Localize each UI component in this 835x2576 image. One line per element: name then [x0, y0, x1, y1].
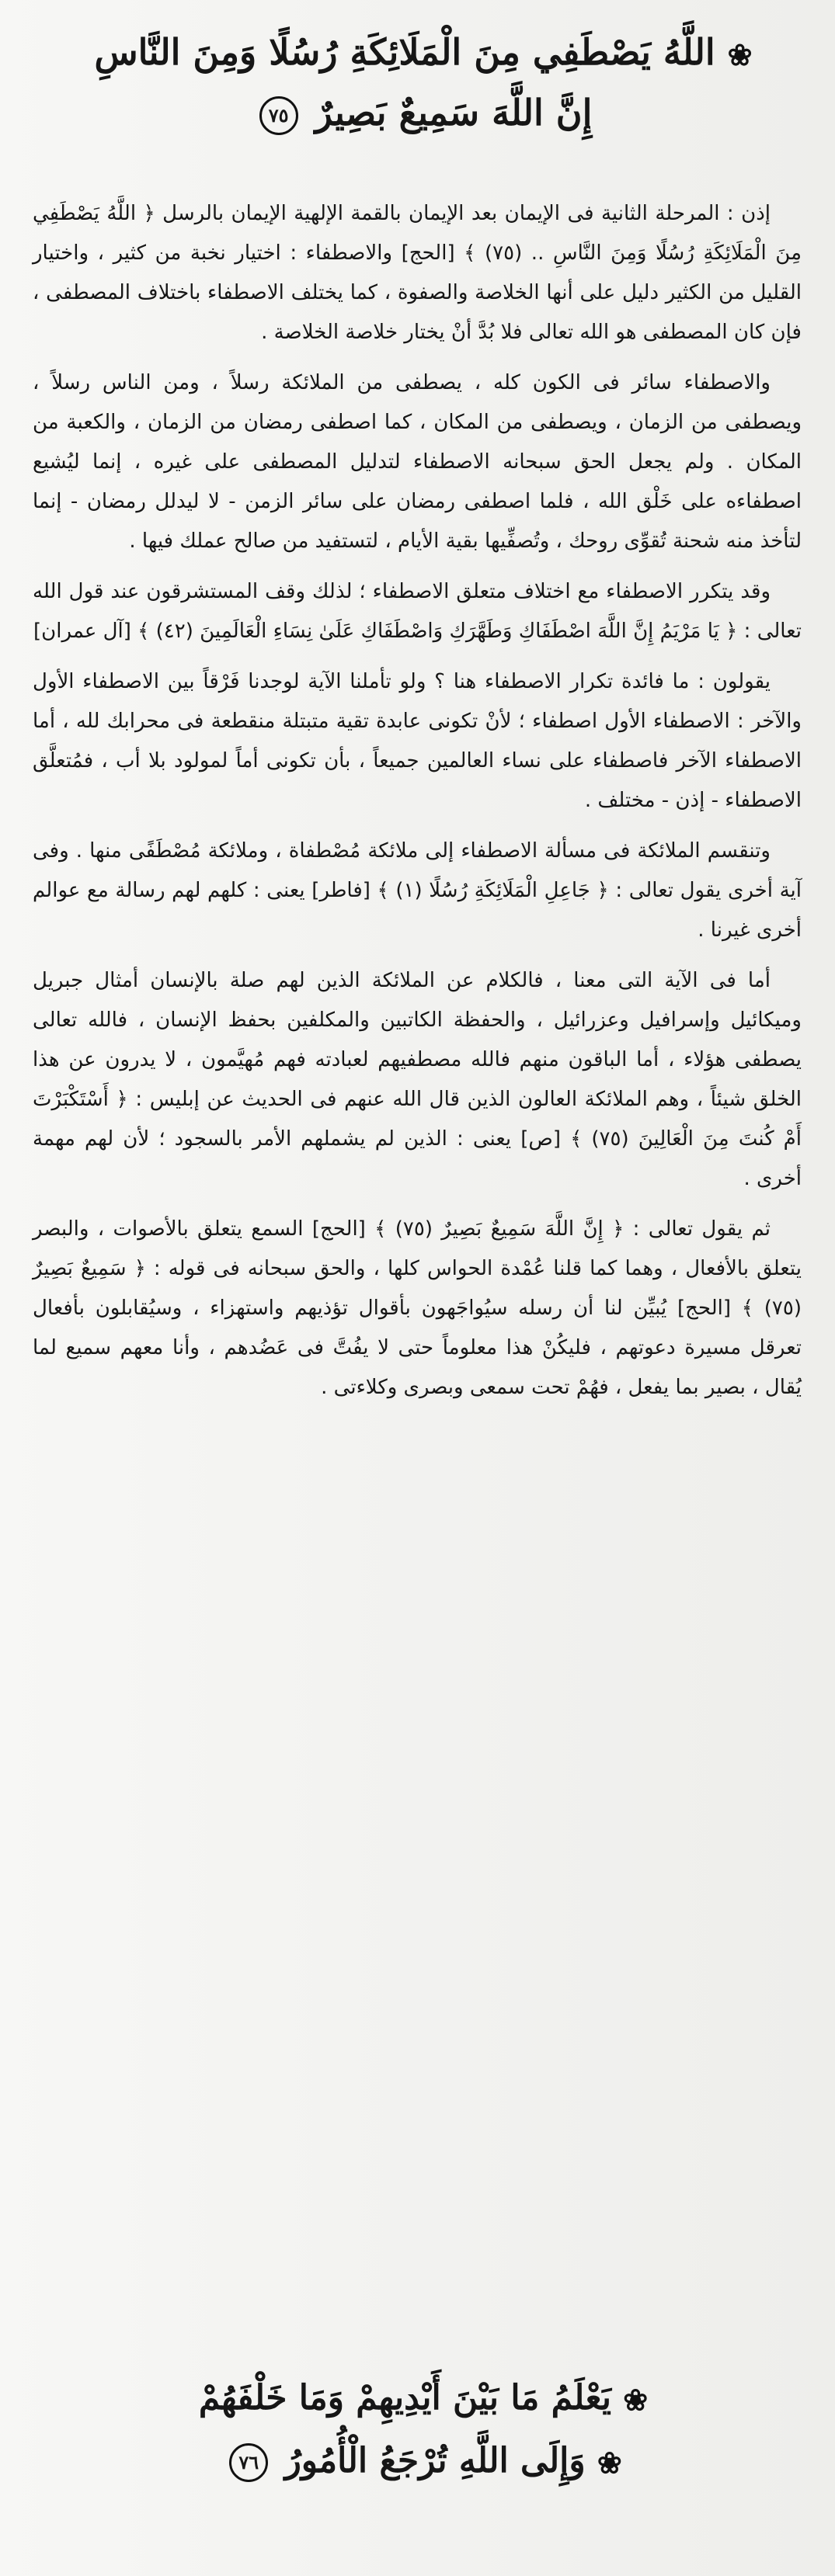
header-verse — [54, 23, 792, 141]
paragraph-2: والاصطفاء سائر فى الكون كله ، يصطفى من الملائكة رسلاً ، ومن الناس رسلاً ، ويصطفى من الزمان ، ويصطفى من المكان ، كما اصطفى رمضان من الزمان ، والكعبة من المكان . ولم يجعل الحق سبحانه الاصطفاء لتدليل المصطفى على غيره ، إنما ليُشيع اصطفاءه على خَلْق الله ، فلما اصطفى رمضان على سائر الزمن - لا ليدلل رمضان - إنما لتأخذ منه شحنة تُقوِّى روحك ، وتُصفِّيها بقية الأيام ، لتستفيد من صالح عملك فيها . — [33, 371, 802, 553]
paragraph-7: ثم يقول تعالى : ﴿ إِنَّ اللَّهَ سَمِيعٌ بَصِيرٌ (٧٥) ﴾ [الحج] السمع يتعلق بالأصوات ، والبصر يتعلق بالأفعال ، وهما كما قلنا عُمْدة الحواس كلها ، والحق سبحانه فى قوله : ﴿ سَمِيعٌ بَصِيرٌ (٧٥) ﴾ [الحج] يُبيِّن لنا أن رسله سيُواجَهون بأقوال تؤذيهم واستهزاء ، وسيُقابلون بأفعال تعرقل مسيرة دعوتهم ، فليكُنْ هذا معلوماً حتى لا يفُتَّ فى عَضُدهم ، وأنا معهم سميع لما يُقال ، بصير بما يفعل ، فهُمْ تحت سمعى وبصرى وكلاءتى . — [33, 1217, 802, 1399]
ornament-icon: ❀ — [727, 37, 753, 72]
paragraph-4: يقولون : ما فائدة تكرار الاصطفاء هنا ؟ ولو تأملنا الآية لوجدنا فَرْقاً بين الاصطفاء الأول والآخر : الاصطفاء الأول اصطفاء ؛ لأنْ تكونى عابدة تقية متبتلة منقطعة فى محرابك لله ، أما الاصطفاء الآخر فاصطفاء على نساء العالمين جميعاً ، بأن تكونى أماً لمولود بلا أب ، فمُتعلَّق الاصطفاء - إذن - مختلف . — [33, 670, 802, 812]
ayah-number-badge: ٧٥ — [259, 96, 298, 135]
closing-verse-line-2 — [54, 2431, 792, 2494]
header-verse-line-2 — [54, 84, 792, 141]
paragraph-1: إذن : المرحلة الثانية فى الإيمان بعد الإيمان بالقمة الإلهية الإيمان بالرسل ﴿ اللَّهُ يَصْطَفِي مِنَ الْمَلَائِكَةِ رُسُلًا وَمِنَ النَّاسِ .. (٧٥) ﴾ [الحج] والاصطفاء : اختيار نخبة من كثير ، واختيار القليل من الكثير دليل على أنها الخلاصة والصفوة ، كما يختلف الاصطفاء باختلاف المصطفى ، فإن كان المصطفى هو الله تعالى فلا بُدَّ أنْ يختار خلاصة الخلاصة . — [33, 202, 802, 344]
paragraph-6: أما فى الآية التى معنا ، فالكلام عن الملائكة الذين لهم صلة بالإنسان أمثال جبريل وميكائيل وإسرافيل وعزرائيل ، والحفظة الكاتبين والمكلفين بحفظ الإنسان ، فالله تعالى يصطفى هؤلاء ، أما الباقون منهم فالله مصطفيهم لعبادته فهم مُهيَّمون ، لا يدرون عن هذا الخلق شيئاً ، وهم الملائكة العالون الذين قال الله عنهم فى الحديث عن إبليس : ﴿ أَسْتَكْبَرْتَ أَمْ كُنتَ مِنَ الْعَالِينَ (٧٥) ﴾ [ص] يعنى : الذين لم يشملهم الأمر بالسجود ؛ لأن لهم مهمة أخرى . — [33, 969, 802, 1190]
paragraph-3: وقد يتكرر الاصطفاء مع اختلاف متعلق الاصطفاء ؛ لذلك وقف المستشرقون عند قول الله تعالى : ﴿ يَا مَرْيَمُ إِنَّ اللَّهَ اصْطَفَاكِ وَطَهَّرَكِ وَاصْطَفَاكِ عَلَىٰ نِسَاءِ الْعَالَمِينَ (٤٢) ﴾ [آل عمران] — [33, 580, 802, 643]
closing-verse — [54, 2368, 792, 2493]
ornament-icon: ❀ — [623, 2382, 649, 2418]
ayah-number-badge: ٧٦ — [229, 2443, 268, 2482]
paragraph-5: وتنقسم الملائكة فى مسألة الاصطفاء إلى ملائكة مُصْطفاة ، وملائكة مُصْطَفًى منها . وفى آية أخرى يقول تعالى : ﴿ جَاعِلِ الْمَلَائِكَةِ رُسُلًا (١) ﴾ [فاطر] يعنى : كلهم لهم رسالة مع عوالم أخرى غيرنا . — [33, 839, 802, 942]
commentary-text — [33, 194, 802, 1418]
header-verse-line-1 — [54, 23, 792, 84]
ornament-icon: ❀ — [597, 2445, 622, 2480]
closing-verse-text-1: يَعْلَمُ مَا بَيْنَ أَيْدِيهِمْ وَمَا خَلْفَهُمْ — [198, 2378, 611, 2418]
closing-verse-text-2: وَإِلَى اللَّهِ تُرْجَعُ الْأُمُورُ — [284, 2440, 586, 2481]
closing-verse-line-1 — [54, 2368, 792, 2431]
header-verse-text-1: اللَّهُ يَصْطَفِي مِنَ الْمَلَائِكَةِ رُسُلًا وَمِنَ النَّاسِ — [94, 31, 715, 73]
header-verse-text-2: إِنَّ اللَّهَ سَمِيعٌ بَصِيرٌ — [315, 92, 593, 134]
